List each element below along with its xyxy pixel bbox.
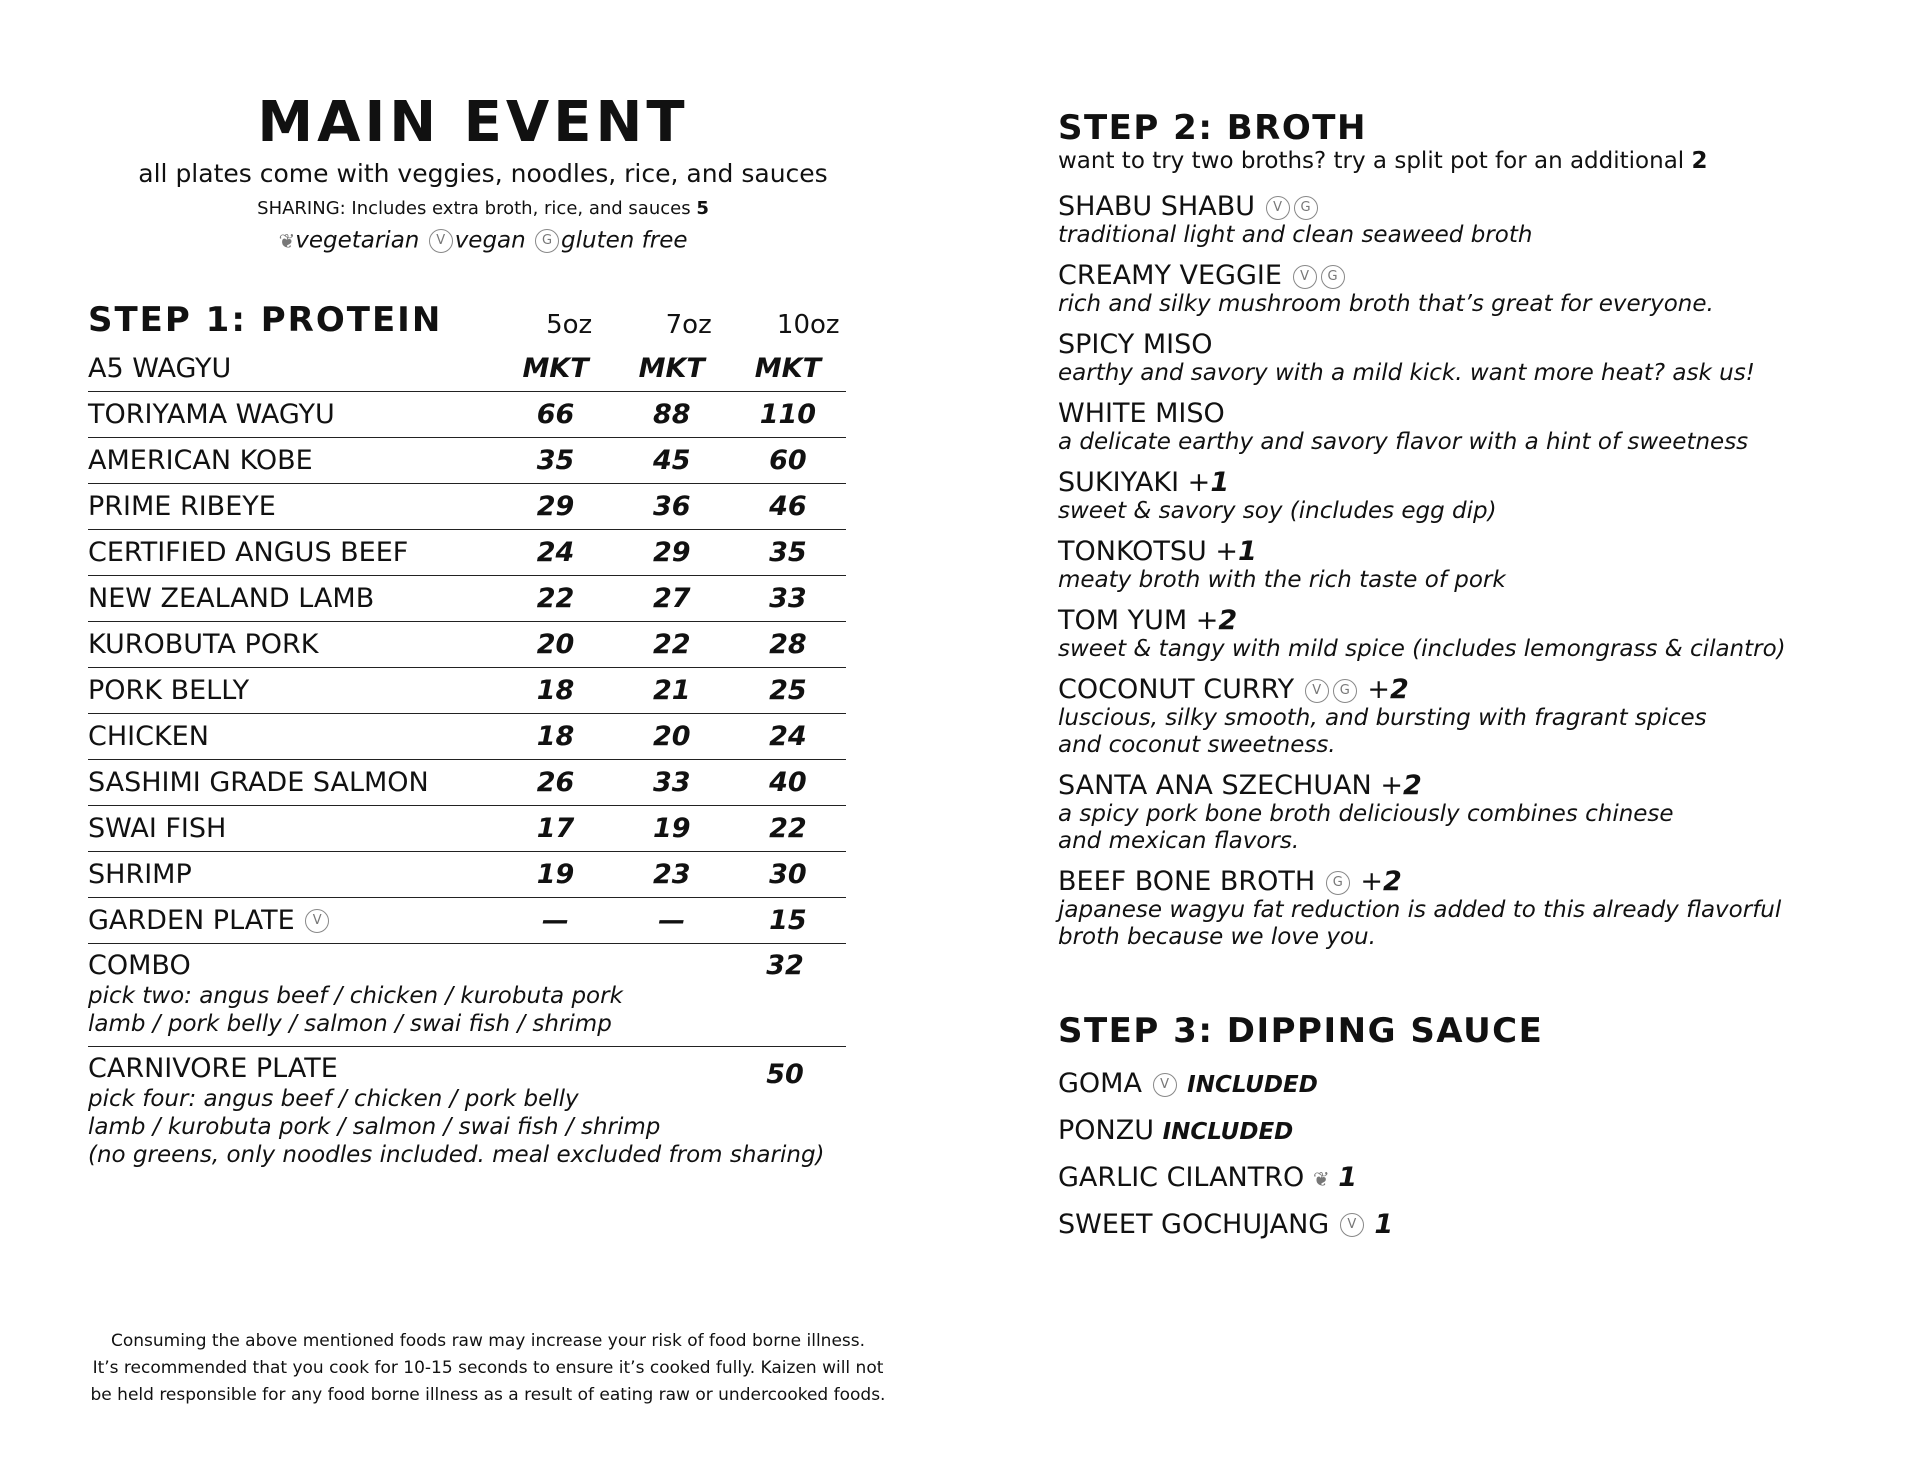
vegan-icon: V (1266, 196, 1290, 220)
gluten-free-icon: G (1333, 679, 1357, 703)
vegan-icon: V (305, 909, 329, 933)
vegan-icon: V (1293, 265, 1317, 289)
split-pot-note: want to try two broths? try a split pot for an additional 2 (1058, 148, 1708, 174)
subtitle: all plates come with veggies, noodles, rice, and sauces (138, 159, 828, 188)
size-10oz: 10oz (776, 309, 840, 340)
broth-item: SANTA ANA SZECHUAN +2 a spicy pork bone broth deliciously combines chinese and mexican flavors. (1058, 770, 1674, 854)
broth-item: WHITE MISO a delicate earthy and savory flavor with a hint of sweetness (1058, 398, 1749, 455)
protein-row: A5 WAGYU MKT MKT MKT (88, 346, 846, 392)
sauce-item: GOMA V INCLUDED (1058, 1068, 1318, 1099)
combo-row: COMBO pick two: angus beef / chicken / kurobuta pork lamb / pork belly / salmon / swai fish / shrimp 32 (88, 944, 846, 1047)
broth-sauce-column (1058, 108, 1878, 1248)
protein-row: KUROBUTA PORK 20 22 28 (88, 622, 846, 668)
gluten-free-icon: G (1321, 265, 1345, 289)
protein-column (88, 90, 868, 1169)
broth-item: CREAMY VEGGIE V G rich and silky mushroom broth that’s great for everyone. (1058, 260, 1714, 317)
protein-row: SASHIMI GRADE SALMON 26 33 40 (88, 760, 846, 806)
protein-row: AMERICAN KOBE 35 45 60 (88, 438, 846, 484)
step2-title: STEP 2: BROTH (1058, 108, 1367, 148)
vegan-icon: V (1305, 679, 1329, 703)
protein-row: SHRIMP 19 23 30 (88, 852, 846, 898)
protein-row: TORIYAMA WAGYU 66 88 110 (88, 392, 846, 438)
broth-item: SUKIYAKI +1 sweet & savory soy (includes egg dip) (1058, 467, 1497, 524)
vegan-icon: V (429, 229, 453, 253)
size-5oz: 5oz (546, 309, 593, 340)
vegetarian-leaf-icon: ❦ (278, 228, 296, 253)
step3-title: STEP 3: DIPPING SAUCE (1058, 1011, 1544, 1051)
protein-row: PORK BELLY 18 21 25 (88, 668, 846, 714)
sharing-price: 5 (696, 198, 709, 219)
sauce-item: PONZU INCLUDED (1058, 1115, 1294, 1146)
protein-row: CERTIFIED ANGUS BEEF 24 29 35 (88, 530, 846, 576)
vegetarian-leaf-icon: ❦ (1312, 1166, 1330, 1191)
gluten-free-icon: G (1294, 196, 1318, 220)
gluten-free-icon: G (535, 229, 559, 253)
gluten-free-icon: G (1326, 871, 1350, 895)
sauce-item: SWEET GOCHUJANG V 1 (1058, 1208, 1394, 1240)
carnivore-row: CARNIVORE PLATE pick four: angus beef / chicken / pork belly lamb / kurobuta pork / salmon / swai fish / shrimp (no greens, only noodles included. meal excluded from sharing) 50 (88, 1052, 825, 1168)
step3-section (1058, 1011, 1878, 1248)
protein-row: CHICKEN 18 20 24 (88, 714, 846, 760)
broth-item: SHABU SHABU V G traditional light and clean seaweed broth (1058, 191, 1533, 248)
page-title: MAIN EVENT (257, 90, 689, 155)
sauce-item: GARLIC CILANTRO ❦ 1 (1058, 1155, 1878, 1202)
step1-header (88, 298, 868, 340)
broth-item: TOM YUM +2 sweet & tangy with mild spice (includes lemongrass & cilantro) (1058, 605, 1786, 662)
step1-title: STEP 1: PROTEIN (88, 299, 443, 340)
broth-item: COCONUT CURRY V G +2 luscious, silky smooth, and bursting with fragrant spices and coconut sweetness. (1058, 674, 1707, 758)
protein-table (88, 346, 868, 1169)
diet-legend: ❦vegetarian V vegan G gluten free (278, 227, 688, 254)
broth-item: BEEF BONE BROTH G +2 japanese wagyu fat reduction is added to this already flavorful broth because we love you. (1058, 866, 1782, 950)
protein-row: PRIME RIBEYE 29 36 46 (88, 484, 846, 530)
vegan-icon: V (1340, 1213, 1364, 1237)
protein-row-garden: GARDEN PLATE V — — 15 (88, 898, 846, 944)
food-safety-disclaimer: Consuming the above mentioned foods raw may increase your risk of food borne illness. It’s recommended that you cook for 10-15 seconds to ensure it’s cooked fully. Kaizen will not be held responsible for any food borne illness as a result of eating raw or undercooked foods. (90, 1331, 886, 1405)
broth-item: TONKOTSU +1 meaty broth with the rich taste of pork (1058, 536, 1506, 593)
size-7oz: 7oz (665, 309, 712, 340)
protein-row: SWAI FISH 17 19 22 (88, 806, 846, 852)
protein-row: NEW ZEALAND LAMB 22 27 33 (88, 576, 846, 622)
broth-item: SPICY MISO earthy and savory with a mild kick. want more heat? ask us! (1058, 329, 1755, 386)
vegan-icon: V (1153, 1073, 1177, 1097)
sharing-note: SHARING: Includes extra broth, rice, and sauces 5 (257, 198, 709, 219)
